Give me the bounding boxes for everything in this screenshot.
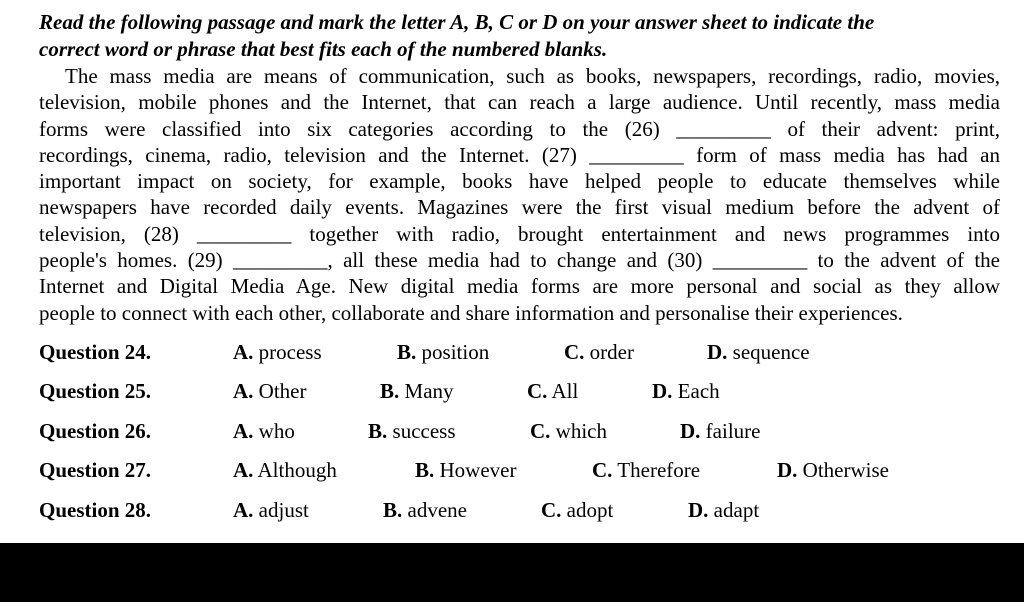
- instructions: [39, 9, 999, 62]
- option-text: adapt: [713, 498, 760, 522]
- option-text: position: [421, 340, 490, 364]
- option-c[interactable]: [564, 338, 634, 366]
- question-label: Question 28.: [39, 498, 152, 522]
- instructions-line: Read the following passage and mark the letter A, B, C or D on your answer sheet to indicate the: [39, 10, 875, 34]
- question-label: Question 25.: [39, 379, 152, 403]
- option-letter: D.: [688, 498, 709, 522]
- option-d[interactable]: [707, 338, 810, 366]
- option-d[interactable]: [652, 377, 720, 405]
- option-text: sequence: [732, 340, 810, 364]
- passage-line: people's homes. (29) _________, all these media had to change and (30) _________ to the advent of the: [39, 248, 1000, 273]
- passage-line: forms were classified into six categories according to the (26) _________ of their advent: print,: [39, 116, 1000, 141]
- question-label: Question 24.: [39, 340, 152, 364]
- option-d[interactable]: [777, 456, 889, 484]
- option-text: process: [258, 340, 322, 364]
- option-letter: B.: [383, 498, 403, 522]
- option-text: Otherwise: [802, 458, 889, 482]
- option-letter: C.: [564, 340, 585, 364]
- option-b[interactable]: [397, 338, 489, 366]
- option-b[interactable]: [383, 496, 467, 524]
- option-text: Other: [258, 379, 307, 403]
- option-a[interactable]: [233, 377, 307, 405]
- option-c[interactable]: [541, 496, 613, 524]
- option-letter: A.: [233, 379, 254, 403]
- option-text: All: [551, 379, 579, 403]
- option-letter: C.: [530, 419, 551, 443]
- option-letter: B.: [397, 340, 417, 364]
- passage-line: people to connect with each other, collaborate and share information and personalise their experiences.: [39, 300, 903, 325]
- option-letter: B.: [415, 458, 435, 482]
- option-d[interactable]: [680, 417, 760, 445]
- option-letter: B.: [380, 379, 400, 403]
- question-label: Question 27.: [39, 458, 152, 482]
- question-label: Question 26.: [39, 419, 152, 443]
- option-text: Therefore: [617, 458, 701, 482]
- option-letter: D.: [652, 379, 673, 403]
- option-text: advene: [407, 498, 467, 522]
- option-letter: D.: [777, 458, 798, 482]
- passage-line: The mass media are means of communication, such as books, newspapers, recordings, radio, movies,: [65, 64, 1000, 88]
- passage-line: newspapers have recorded daily events. Magazines were the first visual medium before the advent of: [39, 195, 1000, 220]
- option-a[interactable]: [233, 417, 295, 445]
- option-b[interactable]: [415, 456, 516, 484]
- instructions-line: correct word or phrase that best fits each of the numbered blanks.: [39, 36, 608, 61]
- option-c[interactable]: [527, 377, 578, 405]
- option-text: adjust: [258, 498, 309, 522]
- passage-line: television, (28) _________ together with radio, brought entertainment and news programmes into: [39, 221, 1000, 246]
- option-text: However: [439, 458, 517, 482]
- option-text: Many: [404, 379, 454, 403]
- option-a[interactable]: [233, 456, 337, 484]
- option-b[interactable]: [368, 417, 456, 445]
- option-text: Although: [257, 458, 337, 482]
- option-letter: A.: [233, 419, 254, 443]
- option-b[interactable]: [380, 377, 454, 405]
- option-a[interactable]: [233, 496, 309, 524]
- option-letter: D.: [707, 340, 728, 364]
- option-c[interactable]: [592, 456, 700, 484]
- option-text: failure: [705, 419, 761, 443]
- option-d[interactable]: [688, 496, 759, 524]
- option-text: order: [589, 340, 634, 364]
- option-text: who: [258, 419, 295, 443]
- option-letter: D.: [680, 419, 701, 443]
- option-letter: A.: [233, 340, 254, 364]
- option-c[interactable]: [530, 417, 607, 445]
- passage-line: important impact on society, for example, books have helped people to educate themselves while: [39, 169, 1000, 194]
- passage-line: Internet and Digital Media Age. New digital media forms are more personal and social as they allow: [39, 274, 1000, 299]
- passage-line: television, mobile phones and the Internet, that can reach a large audience. Until recently, mass media: [39, 90, 1000, 115]
- option-text: success: [392, 419, 456, 443]
- option-letter: C.: [592, 458, 613, 482]
- passage: [39, 63, 1000, 326]
- option-text: Each: [677, 379, 720, 403]
- option-a[interactable]: [233, 338, 322, 366]
- option-text: adopt: [566, 498, 614, 522]
- option-letter: C.: [527, 379, 548, 403]
- option-letter: B.: [368, 419, 388, 443]
- option-text: which: [555, 419, 607, 443]
- option-letter: A.: [233, 458, 254, 482]
- passage-line: recordings, cinema, radio, television and the Internet. (27) _________ form of mass media has had an: [39, 142, 1000, 167]
- option-letter: A.: [233, 498, 254, 522]
- option-letter: C.: [541, 498, 562, 522]
